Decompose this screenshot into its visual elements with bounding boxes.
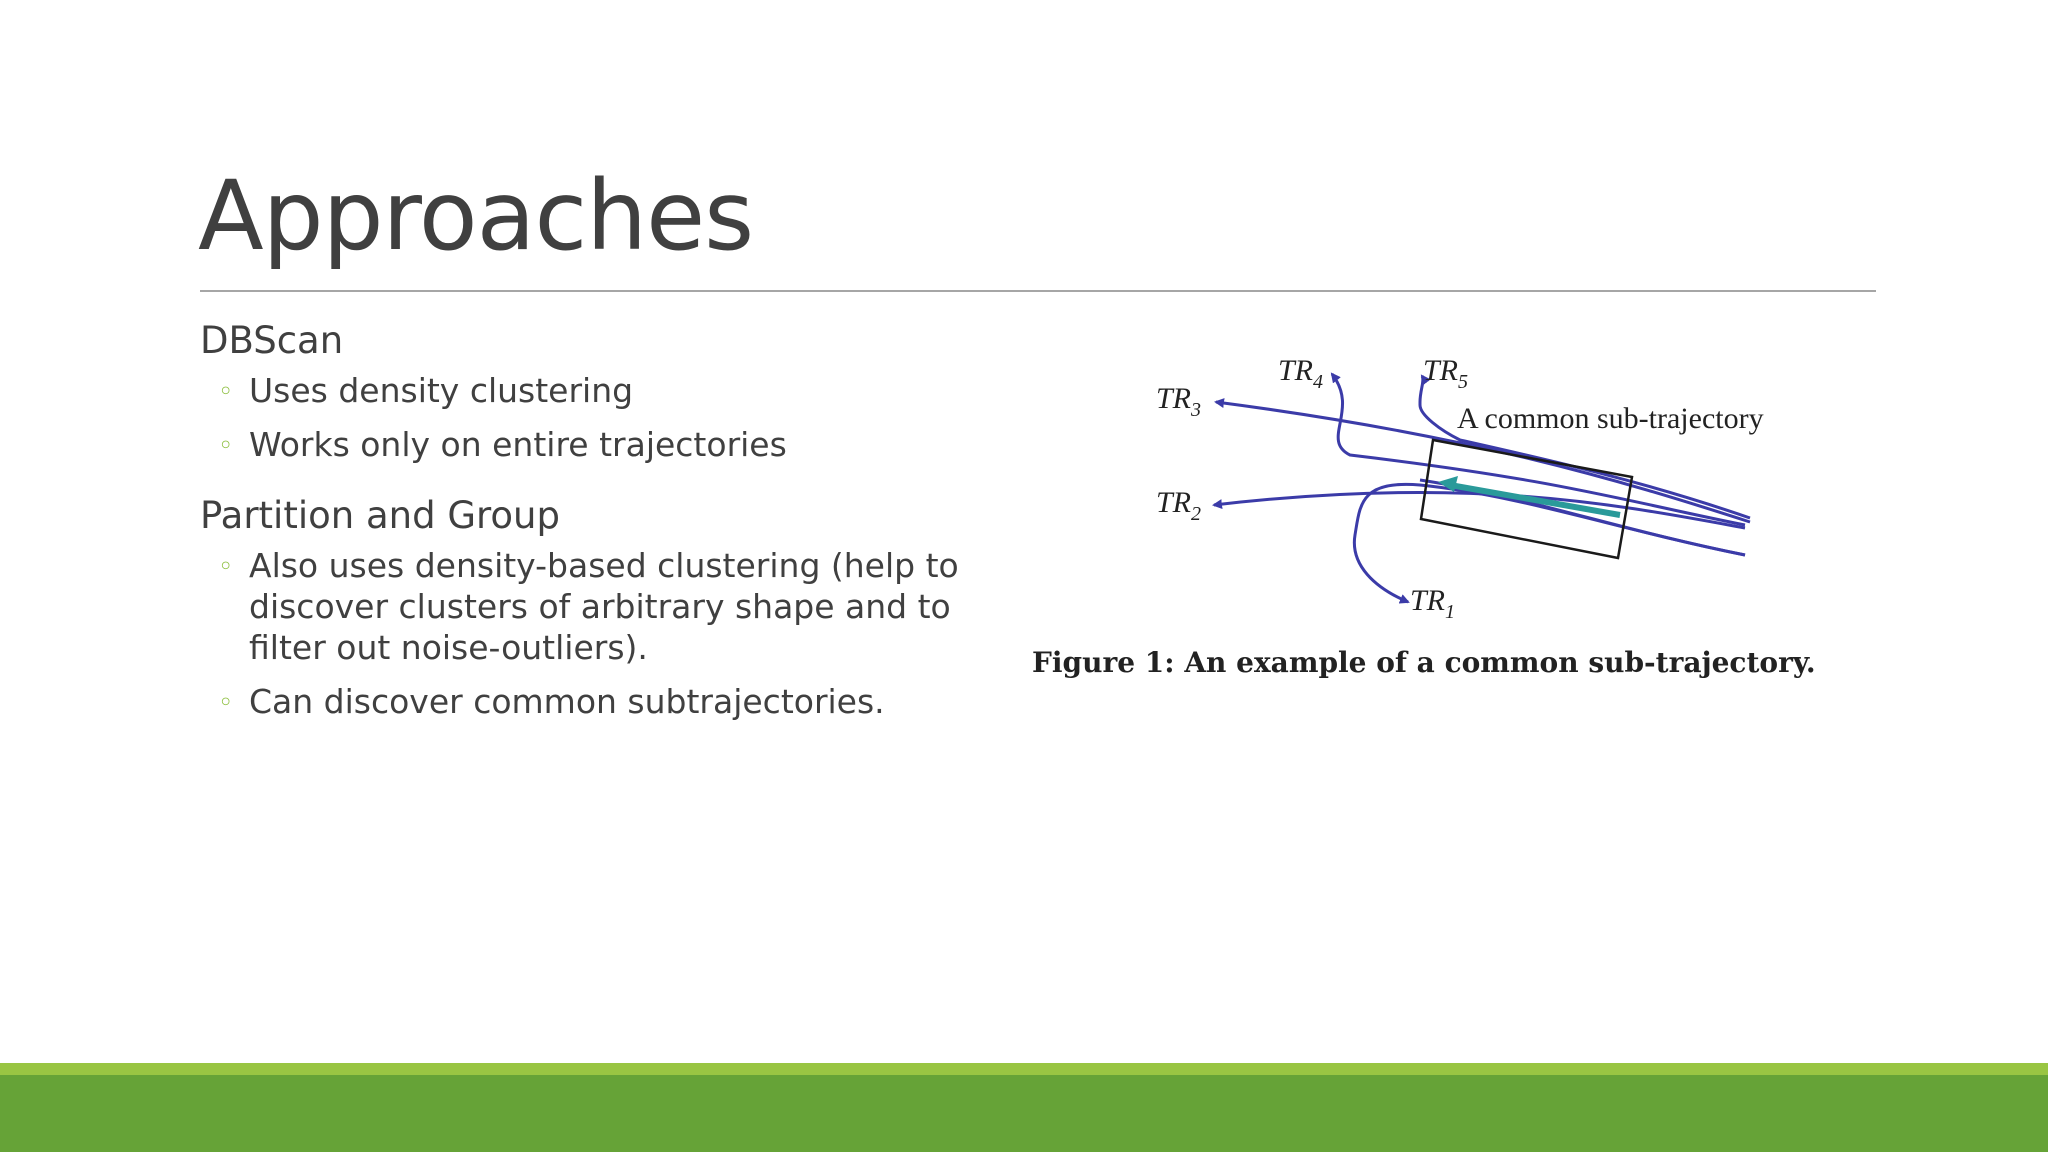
footer-band-dark <box>0 1075 2048 1152</box>
figure-caption: Figure 1: An example of a common sub-trajectory. <box>1032 646 1816 679</box>
dbscan-bullet-list <box>200 370 960 465</box>
footer-band-light <box>0 1063 2048 1075</box>
label-tr2: $TR_2$ <box>1156 486 1202 525</box>
common-segment-arrow <box>1450 485 1620 515</box>
slide-body <box>200 318 960 735</box>
bullet-circle-icon: ◦ <box>218 431 234 461</box>
bullet-item: ◦ Works only on entire trajectories <box>200 424 960 465</box>
bullet-circle-icon: ◦ <box>218 377 234 407</box>
partition-bullet-list <box>200 545 960 722</box>
bullet-item: ◦ Can discover common subtrajectories. <box>200 681 960 722</box>
bullet-item: ◦ Also uses density-based clustering (help to discover clusters of arbitrary shape and to filter out noise-outliers). <box>218 546 959 667</box>
bullet-item: ◦ Uses density clustering <box>200 370 960 411</box>
section-heading-partition-group: Partition and Group <box>200 494 560 537</box>
annotation-common-subtrajectory: A common sub-trajectory <box>1457 402 1764 435</box>
slide-title: Approaches <box>198 160 754 272</box>
bullet-circle-icon: ◦ <box>218 688 234 718</box>
label-tr5: $TR_5$ <box>1423 354 1469 393</box>
trajectory-diagram <box>1020 330 2020 700</box>
section-heading-dbscan: DBScan <box>200 319 344 362</box>
label-tr1: $TR_1$ <box>1410 584 1456 623</box>
trajectory-figure <box>1020 330 2020 700</box>
label-tr4: $TR_4$ <box>1278 354 1324 393</box>
bullet-circle-icon: ◦ <box>218 552 234 582</box>
trajectory-tr2 <box>1214 492 1745 528</box>
title-divider <box>200 290 1876 292</box>
label-tr3: $TR_3$ <box>1156 382 1202 421</box>
